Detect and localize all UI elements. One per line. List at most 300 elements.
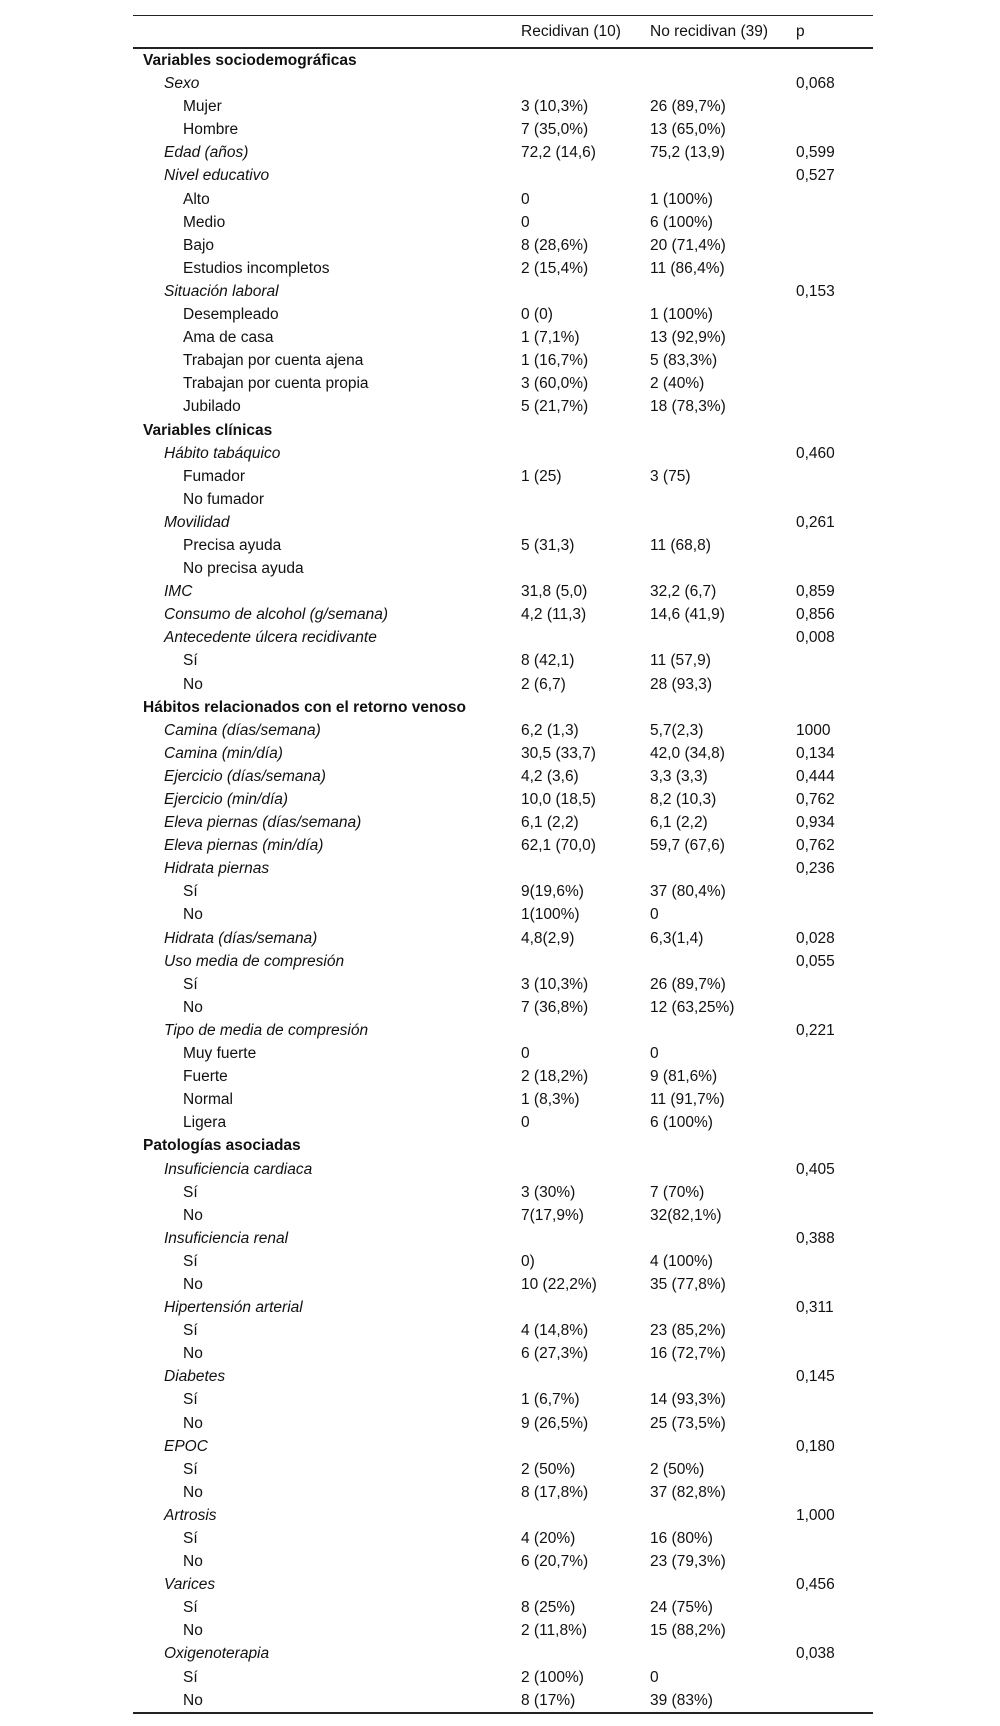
row-label: No [183,906,203,924]
table-row-variable [133,788,873,811]
row-value-recidivan: 8 (42,1) [521,652,575,670]
row-value-p [796,1273,873,1296]
row-value-recidivan: 4,8(2,9) [521,929,575,947]
row-value-p [796,1319,873,1342]
table-row-level [133,1481,873,1504]
row-value-no-recidivan: 25 (73,5%) [650,1414,726,1432]
row-value-recidivan: 6,1 (2,2) [521,814,579,832]
row-value-p: 0,934 [796,814,835,832]
row-label: Muy fuerte [183,1045,257,1063]
table-row-level [133,1689,873,1713]
table-row-level [133,1412,873,1435]
row-value-no-recidivan: 13 (92,9%) [650,329,726,347]
row-value-no-recidivan [650,1134,796,1157]
row-value-no-recidivan [650,1504,796,1527]
table-row-level [133,1111,873,1134]
row-value-no-recidivan [650,557,796,580]
row-value-recidivan [521,164,650,187]
row-value-no-recidivan: 0 [650,906,659,924]
row-value-p [796,973,873,996]
row-label: Camina (días/semana) [164,721,321,739]
row-value-recidivan: 10 (22,2%) [521,1275,597,1293]
row-label: Estudios incompletos [183,259,330,277]
table-row-variable [133,280,873,303]
row-label: Oxigenoterapia [164,1645,270,1663]
row-value-recidivan [521,857,650,880]
row-value-p: 0,311 [796,1299,834,1317]
row-value-recidivan [521,1227,650,1250]
row-label: Eleva piernas (min/día) [164,837,324,855]
row-value-recidivan [521,511,650,534]
row-value-p [796,303,873,326]
table-row-variable [133,742,873,765]
row-value-no-recidivan [650,488,796,511]
row-value-p [796,465,873,488]
row-label: No [183,998,203,1016]
row-label: Artrosis [164,1506,217,1524]
row-value-p [796,1088,873,1111]
row-value-recidivan: 0 (0) [521,306,553,324]
row-label: EPOC [164,1437,208,1455]
row-value-no-recidivan [650,626,796,649]
row-value-recidivan [521,1134,650,1157]
table-row-variable [133,580,873,603]
table-row-level [133,1458,873,1481]
row-value-p [796,534,873,557]
table-row-level [133,1042,873,1065]
row-value-p: 1000 [796,721,831,739]
row-value-recidivan: 1 (6,7%) [521,1391,580,1409]
row-value-no-recidivan: 11 (91,7%) [650,1091,725,1109]
row-label: Variables clínicas [143,421,273,439]
row-value-p: 0,180 [796,1437,835,1455]
row-value-no-recidivan [650,1019,796,1042]
row-value-recidivan [521,442,650,465]
table-row-section [133,419,873,442]
row-value-p [796,903,873,926]
row-value-no-recidivan: 28 (93,3) [650,675,713,693]
row-label: No [183,1345,203,1363]
row-value-no-recidivan: 14 (93,3%) [650,1391,726,1409]
row-value-recidivan: 72,2 (14,6) [521,144,596,162]
row-value-p [796,1458,873,1481]
row-label: No [183,1553,203,1571]
row-value-no-recidivan [650,1365,796,1388]
table-row-variable [133,1158,873,1181]
row-value-p [796,1666,873,1689]
table-row-level [133,118,873,141]
table-row-variable [133,927,873,950]
row-value-p [796,1619,873,1642]
row-value-recidivan: 6,2 (1,3) [521,721,579,739]
row-label: Eleva piernas (días/semana) [164,814,362,832]
row-value-p [796,673,873,696]
row-value-recidivan: 7 (35,0%) [521,121,589,139]
row-value-no-recidivan: 26 (89,7%) [650,975,726,993]
row-label: Trabajan por cuenta ajena [183,352,364,370]
row-value-recidivan: 31,8 (5,0) [521,583,588,601]
row-value-no-recidivan [650,1642,796,1665]
row-value-no-recidivan: 8,2 (10,3) [650,791,717,808]
row-value-recidivan [521,48,650,72]
row-label: Consumo de alcohol (g/semana) [164,606,389,624]
table-row-level [133,303,873,326]
table-row-level [133,211,873,234]
row-value-p: 0,145 [796,1368,835,1386]
table-row-level [133,1527,873,1550]
row-value-p [796,1689,873,1713]
row-label: Desempleado [183,306,279,324]
row-value-no-recidivan: 5 (83,3%) [650,352,718,370]
row-value-recidivan [521,1642,650,1665]
table-row-variable [133,72,873,95]
row-label: Sí [183,1322,198,1340]
row-value-no-recidivan [650,950,796,973]
table-row-variable [133,1296,873,1319]
row-value-recidivan [521,1365,650,1388]
row-value-recidivan [521,1573,650,1596]
row-value-p [796,1388,873,1411]
row-value-p: 0,599 [796,144,835,162]
row-value-recidivan [521,1435,650,1458]
row-value-recidivan: 9 (26,5%) [521,1414,589,1432]
row-value-no-recidivan: 5,7(2,3) [650,721,704,739]
row-value-recidivan: 0 [521,213,530,231]
row-value-recidivan [521,1019,650,1042]
row-value-recidivan [521,696,650,719]
row-value-p: 0,527 [796,167,835,185]
table-row-level [133,1273,873,1296]
row-value-no-recidivan: 3 (75) [650,467,691,485]
table-row-variable [133,164,873,187]
table-row-level [133,372,873,395]
row-value-p: 0,153 [796,282,835,300]
row-value-no-recidivan: 59,7 (67,6) [650,837,725,855]
row-value-p [796,188,873,211]
row-label: Sí [183,1599,198,1617]
table-row-section [133,1134,873,1157]
row-label: No [183,1622,203,1640]
row-label: Edad (años) [164,144,249,162]
row-value-no-recidivan [650,1435,796,1458]
table-row-level [133,1065,873,1088]
table-row-variable [133,1573,873,1596]
data-table [133,15,873,1714]
row-label: Ama de casa [183,329,274,347]
row-value-no-recidivan: 0 [650,1668,659,1686]
row-value-p [796,1550,873,1573]
row-value-p: 0,068 [796,75,835,93]
table-row-variable [133,1019,873,1042]
row-value-p [796,234,873,257]
row-value-recidivan: 1 (7,1%) [521,329,580,347]
row-value-p: 0,038 [796,1645,835,1663]
row-label: Medio [183,213,226,231]
row-value-no-recidivan: 6 (100%) [650,1114,713,1132]
row-value-p: 0,460 [796,444,835,462]
row-value-recidivan: 3 (10,3%) [521,98,589,116]
row-value-no-recidivan: 13 (65,0%) [650,121,726,139]
row-value-recidivan: 0) [521,1252,535,1270]
table-row-level [133,188,873,211]
row-value-recidivan: 2 (11,8%) [521,1622,588,1640]
row-value-no-recidivan [650,511,796,534]
table-row-variable [133,511,873,534]
row-value-p: 0,762 [796,791,835,808]
row-label: Sí [183,1183,198,1201]
row-label: No [183,1275,203,1293]
row-label: Sí [183,883,198,901]
row-value-no-recidivan: 23 (85,2%) [650,1322,726,1340]
row-value-recidivan: 2 (18,2%) [521,1068,589,1086]
row-value-p [796,395,873,418]
row-value-no-recidivan: 39 (83%) [650,1691,713,1709]
row-label: Hábito tabáquico [164,444,281,462]
row-value-recidivan: 8 (17%) [521,1691,576,1709]
row-value-no-recidivan [650,164,796,187]
table-row-level [133,1342,873,1365]
row-value-p [796,1111,873,1134]
header-cell-label [133,16,521,49]
row-value-recidivan: 7 (36,8%) [521,998,589,1016]
row-value-recidivan: 0 [521,190,530,208]
row-value-no-recidivan: 35 (77,8%) [650,1275,726,1293]
row-value-recidivan [521,488,650,511]
row-label: Mujer [183,98,222,116]
row-value-no-recidivan: 20 (71,4%) [650,236,726,254]
row-value-p [796,488,873,511]
table-row-level [133,395,873,418]
table-row-level [133,1088,873,1111]
row-value-p [796,1412,873,1435]
row-label: No [183,1691,203,1709]
row-value-recidivan: 3 (30%) [521,1183,576,1201]
row-value-p: 0,236 [796,860,835,878]
row-label: No precisa ayuda [183,560,304,578]
table-row-section [133,696,873,719]
row-value-recidivan: 2 (15,4%) [521,259,589,277]
row-label: Hidrata piernas [164,860,270,878]
table-row-variable [133,1227,873,1250]
row-label: Varices [164,1576,216,1594]
row-value-recidivan: 8 (28,6%) [521,236,589,254]
row-value-p [796,118,873,141]
row-value-no-recidivan [650,442,796,465]
row-value-p [796,880,873,903]
row-value-recidivan: 0 [521,1114,530,1132]
row-value-recidivan: 1 (16,7%) [521,352,589,370]
row-value-p: 0,221 [796,1021,835,1039]
row-value-p: 0,134 [796,744,835,762]
row-value-recidivan: 10,0 (18,5) [521,791,596,808]
row-value-p [796,996,873,1019]
row-value-recidivan: 2 (6,7) [521,675,566,693]
row-label: No [183,1414,203,1432]
table-row-level [133,880,873,903]
row-label: Fuerte [183,1068,228,1086]
row-label: Diabetes [164,1368,226,1386]
row-value-recidivan: 4 (20%) [521,1530,576,1547]
table-row-level [133,1319,873,1342]
row-label: Precisa ayuda [183,536,282,554]
row-value-recidivan: 3 (10,3%) [521,975,589,993]
row-value-p: 0,456 [796,1576,835,1594]
row-label: Uso media de compresión [164,952,345,970]
row-value-recidivan: 0 [521,1045,530,1063]
row-label: Ligera [183,1114,227,1132]
row-value-no-recidivan: 2 (40%) [650,375,705,393]
table-row-variable [133,857,873,880]
row-label: Camina (min/día) [164,744,283,762]
table-row-level [133,1596,873,1619]
table-row-level [133,349,873,372]
row-value-p [796,1042,873,1065]
row-label: Bajo [183,236,215,254]
row-value-recidivan: 5 (31,3) [521,536,575,554]
row-value-recidivan: 2 (100%) [521,1668,584,1686]
row-value-recidivan: 4,2 (11,3) [521,606,587,624]
row-value-p: 0,444 [796,767,835,785]
row-value-no-recidivan: 7 (70%) [650,1183,705,1201]
row-value-p: 0,859 [796,583,835,601]
row-value-p: 0,856 [796,606,835,624]
row-value-recidivan [521,419,650,442]
row-value-p [796,349,873,372]
row-label: Tipo de media de compresión [164,1021,369,1039]
row-value-recidivan: 4,2 (3,6) [521,767,579,785]
row-label: Hombre [183,121,239,139]
row-label: Ejercicio (días/semana) [164,767,326,785]
row-value-p: 0,055 [796,952,835,970]
table-row-level [133,1204,873,1227]
row-value-p [796,48,873,72]
table-row-level [133,95,873,118]
row-value-p: 0,261 [796,513,835,531]
header-cell-p: p [796,23,805,40]
row-value-no-recidivan [650,1158,796,1181]
row-label: Hidrata (días/semana) [164,929,318,947]
row-label: Normal [183,1091,233,1109]
row-value-recidivan: 6 (20,7%) [521,1553,589,1571]
row-label: Sí [183,975,198,993]
table-row-level [133,903,873,926]
table-row-level [133,973,873,996]
table-body [133,48,873,1713]
row-value-p [796,211,873,234]
row-label: Sí [183,1530,198,1547]
row-value-no-recidivan: 42,0 (34,8) [650,744,725,762]
row-value-recidivan: 1(100%) [521,906,580,924]
row-value-p [796,696,873,719]
row-value-recidivan: 5 (21,7%) [521,398,589,416]
row-label: Jubilado [183,398,241,416]
row-value-p [796,1065,873,1088]
row-value-no-recidivan [650,48,796,72]
table-row-variable [133,765,873,788]
table-row-level [133,257,873,280]
row-value-no-recidivan: 0 [650,1045,659,1063]
row-value-recidivan [521,1296,650,1319]
table-row-level [133,488,873,511]
row-value-recidivan [521,557,650,580]
row-value-p [796,1181,873,1204]
row-value-recidivan [521,1158,650,1181]
table-row-level [133,1250,873,1273]
row-value-no-recidivan [650,1227,796,1250]
row-value-no-recidivan: 26 (89,7%) [650,98,726,116]
row-value-no-recidivan: 3,3 (3,3) [650,767,708,785]
row-value-no-recidivan: 24 (75%) [650,1599,713,1617]
row-value-p: 0,028 [796,929,835,947]
row-label: Fumador [183,467,246,485]
row-value-recidivan: 7(17,9%) [521,1206,584,1224]
table-row-variable [133,834,873,857]
row-value-p [796,1596,873,1619]
row-value-p [796,419,873,442]
table-row-variable [133,603,873,626]
row-value-p: 1,000 [796,1506,835,1524]
data-table-container [133,15,873,1714]
row-value-recidivan: 6 (27,3%) [521,1345,589,1363]
row-value-no-recidivan [650,419,796,442]
row-value-p [796,372,873,395]
row-value-recidivan: 4 (14,8%) [521,1322,589,1340]
row-label: No fumador [183,490,264,508]
row-value-no-recidivan: 37 (82,8%) [650,1483,726,1501]
row-value-no-recidivan: 11 (86,4%) [650,259,725,277]
row-value-no-recidivan: 23 (79,3%) [650,1553,726,1571]
table-header [133,16,873,49]
row-value-no-recidivan: 16 (80%) [650,1530,713,1547]
row-value-no-recidivan: 9 (81,6%) [650,1068,718,1086]
row-value-p [796,1481,873,1504]
row-value-p: 0,762 [796,837,835,855]
table-row-level [133,996,873,1019]
row-label: Sí [183,1391,198,1409]
row-value-no-recidivan: 75,2 (13,9) [650,144,725,162]
row-label: No [183,675,203,693]
row-label: Situación laboral [164,282,279,300]
row-label: Alto [183,190,210,208]
table-row-level [133,557,873,580]
row-value-recidivan [521,950,650,973]
row-value-no-recidivan: 16 (72,7%) [650,1345,726,1363]
row-value-p [796,95,873,118]
row-value-p [796,1204,873,1227]
row-value-no-recidivan [650,1573,796,1596]
row-value-no-recidivan: 6,1 (2,2) [650,814,708,832]
table-row-variable [133,626,873,649]
row-value-recidivan: 9(19,6%) [521,883,584,901]
table-row-level [133,1181,873,1204]
row-label: No [183,1206,203,1224]
row-label: Sí [183,1252,198,1270]
row-value-no-recidivan: 32(82,1%) [650,1206,722,1224]
row-value-recidivan [521,280,650,303]
row-value-recidivan: 1 (25) [521,467,562,485]
table-row-level [133,1550,873,1573]
row-label: Patologías asociadas [143,1137,301,1155]
header-row [133,16,873,49]
row-label: Sí [183,652,198,670]
row-value-p: 0,008 [796,629,835,647]
row-value-no-recidivan: 4 (100%) [650,1252,713,1270]
row-value-p [796,1342,873,1365]
row-label: IMC [164,583,193,601]
row-value-no-recidivan: 1 (100%) [650,306,713,324]
table-row-variable [133,442,873,465]
table-row-level [133,534,873,557]
